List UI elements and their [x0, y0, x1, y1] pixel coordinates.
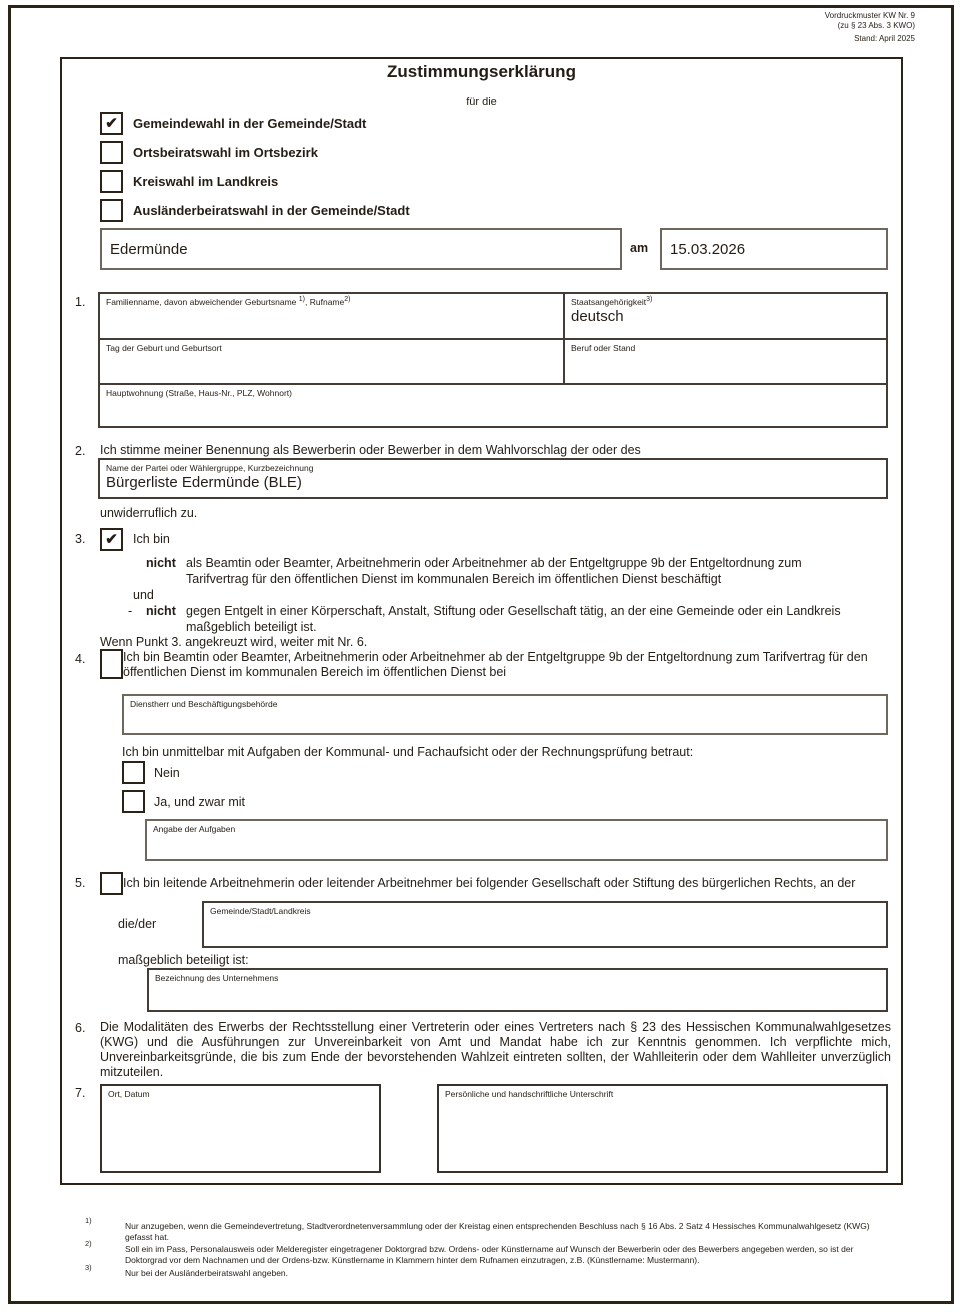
tasks-field[interactable]: [145, 819, 888, 861]
profession-value: [565, 353, 886, 354]
leitender-arbeitnehmer-checkbox[interactable]: [100, 872, 123, 895]
nationality-value: deutsch: [571, 308, 624, 325]
birth-label: Tag der Geburt und Geburtsort: [106, 343, 222, 353]
checkmark-icon: ✔: [105, 531, 118, 548]
company-field[interactable]: [147, 968, 888, 1012]
family-name-label: Familienname, davon abweichender Geburtsname $^{1)}$, Rufname$^{2)}$: [106, 296, 351, 307]
residence-field[interactable]: [100, 385, 886, 426]
election-type-label: Ausländerbeiratswahl in der Gemeinde/Stadt: [133, 203, 410, 218]
section-2-intro: Ich stimme meiner Benennung als Bewerberin oder Bewerber in dem Wahlvorschlag der oder des: [100, 443, 641, 457]
participation-label: maßgeblich beteiligt ist:: [118, 953, 249, 967]
party-name-label: Name der Partei oder Wählergruppe, Kurzbezeichnung: [106, 463, 314, 473]
section-6-number: 6.: [75, 1021, 86, 1035]
auslaenderbeiratswahl-checkbox[interactable]: [100, 199, 123, 222]
form-legal-reference: (zu § 23 Abs. 3 KWO): [837, 21, 915, 30]
family-name-value: [100, 307, 563, 308]
municipality-value: Edermünde: [110, 240, 188, 258]
beamter-checkbox[interactable]: [100, 649, 123, 679]
election-date-field[interactable]: [660, 228, 888, 270]
section-3-note: Wenn Punkt 3. angekreuzt wird, weiter mit Nr. 6.: [100, 635, 368, 649]
gemeinde-stadt-landkreis-field[interactable]: [202, 901, 888, 948]
employer-label: Dienstherr und Beschäftigungsbehörde: [130, 699, 278, 709]
footnote-1-text: Nur anzugeben, wenn die Gemeindevertretung, Stadtverordnetenversammlung oder der Kreistag einen entsprechenden Beschluss nach § 16 Abs. 2 Satz 4 Hessisches Kommunalwahlgesetz (KWG) gefasst hat.: [125, 1221, 870, 1242]
nationality-label: Staatsangehörigkeit$^{3)}$: [571, 296, 653, 307]
election-type-label: Gemeindewahl in der Gemeinde/Stadt: [133, 116, 367, 131]
signature-value: [439, 1099, 886, 1100]
section-3-item2-text: gegen Entgelt in einer Körperschaft, Anstalt, Stiftung oder Gesellschaft tätig, an der eine Gemeinde oder ein Landkreis maßgeblich beteiligt ist.: [186, 604, 841, 634]
section-4-intro: Ich bin Beamtin oder Beamter, Arbeitnehmerin oder Arbeitnehmer ab der Entgeltgruppe 9b der Entgeltordnung zum Tarifvertrag für den öffentlichen Dienst im kommunalen Bereich im öffentlichen Dienst bei: [123, 650, 868, 679]
form-version-date: Stand: April 2025: [854, 34, 915, 43]
election-type-row: [100, 170, 278, 193]
page-title: Zustimmungserklärung: [387, 62, 576, 81]
tasks-value: [147, 834, 886, 835]
section-5-number: 5.: [75, 876, 86, 890]
nationality-field[interactable]: [565, 294, 886, 340]
page-subtitle: für die: [466, 96, 497, 108]
ortsbeiratswahl-checkbox[interactable]: [100, 141, 123, 164]
form-page: Vordruckmuster KW Nr. 9 (zu § 23 Abs. 3 KWO) Stand: April 2025 Zustimmungserklärung für die ✔ Gemeindewahl in der Gemeinde/Stadt Ortsbeiratswahl im Ortsbezirk Kreiswahl im Landkreis Ausländerbeiratswahl in der Gemeinde/Stadt Edermünde am 15.03.2026 1. Familienname, davon abweichender Geburtsname $^{1)}$, Rufname$^{2)}$ Staatsangehörigkeit$^{3)}$ deutsch Tag der Geburt und Geburtsort Beruf oder Stand Hauptwohnung (Straße, Haus-Nr., PLZ, Wohnort) 2. Ich stimme meiner Benennung als Bewerberin oder Bewerber in dem Wahlvorschlag der oder des Name der Partei oder Wählergruppe, Kurzbezeichnung Bürgerliste Edermünde (BLE) unwiderruflich zu. 3. ✔ Ich bin nicht als Beamtin oder Beamter, Arbeitnehmerin oder Arbeitnehmer ab der Entgeltgruppe 9b der Entgeltordnung zum Tarifvertrag für den öffentlichen Dienst im kommunalen Bereich im öffentlichen Dienst beschäftigt und - nicht gegen Entgelt in einer Körperschaft, Anstalt, Stiftung oder Gesellschaft tätig, an der eine Gemeinde oder ein Landkreis maßgeblich beteiligt ist. Wenn Punkt 3. angekreuzt wird, weiter mit Nr. 6. 4. Ich bin Beamtin oder Beamter, Arbeitnehmerin oder Arbeitnehmer ab der Entgeltgruppe 9b der Entgeltordnung zum Tarifvertrag für den öffentlichen Dienst im kommunalen Bereich im öffentlichen Dienst bei Dienstherr und Beschäftigungsbehörde Ich bin unmittelbar mit Aufgaben der Kommunal- und Fachaufsicht oder der Rechnungsprüfung betraut: Nein Ja, und zwar mit Angabe der Aufgaben 5. Ich bin leitende Arbeitnehmerin oder leitender Arbeitnehmer bei folgender Gesellschaft oder Stiftung des bürgerlichen Rechts, an der Gemeinde/Stadt/Landkreis die/der maßgeblich beteiligt ist: Bezeichnung des Unternehmens 6. Die Modalitäten des Erwerbs der Rechtsstellung einer Vertreterin oder eines Vertreters nach § 23 des Hessischen Kommunalwahlgesetzes (KWG) und die Ausführungen zur Unvereinbarkeit von Amt und Mandat habe ich zur Kenntnis genommen. Ich verpflichte mich, Unvereinbarkeitsgründe, die bis zum Ende der bevorstehenden Wahlzeit eintreten sollten, der Wahlleiterin oder dem Wahlleiter unverzüglich mitzuteilen. 7. Ort, Datum Persönliche und handschriftliche Unterschrift 1) Nur anzugeben, wenn die Gemeindevertretung, Stadtverordnetenversammlung oder der Kreistag einen entsprechenden Beschluss nach § 16 Abs. 2 Satz 4 Hessisches Kommunalwahlgesetz (KWG) gefasst hat. 2) Soll ein im Pass, Personalausweis oder Melderegister eingetragener Doktorgrad bzw. Ordens- oder Künstlername auf Wunsch der Bewerberin oder des Bewerbers angegeben werden, so ist der Doktorgrad vor dem Nachnamen und der Ordens-bzw. Künstlername in Klammern hinter dem Rufnamen einzutragen, z.B. (Künstlername: Mustermann). 3) Nur bei der Ausländerbeiratswahl angeben.: [0, 0, 964, 1312]
section-3-intro: Ich bin: [133, 532, 170, 546]
place-date-label: Ort, Datum: [108, 1089, 150, 1099]
signature-field[interactable]: [437, 1084, 888, 1173]
profession-field[interactable]: [565, 340, 886, 385]
place-date-field[interactable]: [100, 1084, 381, 1173]
section-2-number: 2.: [75, 444, 86, 458]
party-name-field[interactable]: [98, 458, 888, 499]
ja-label: Ja, und zwar mit: [154, 795, 246, 809]
nein-checkbox[interactable]: [122, 761, 145, 784]
party-name-value: Bürgerliste Edermünde (BLE): [106, 474, 302, 491]
section-7-number: 7.: [75, 1086, 86, 1100]
election-type-row: [100, 199, 410, 222]
election-type-label: Kreiswahl im Landkreis: [133, 174, 279, 189]
election-type-row: [100, 112, 366, 135]
municipality-field[interactable]: [100, 228, 622, 270]
birth-value: [100, 353, 563, 354]
nicht-emphasis: nicht: [146, 604, 176, 618]
checkmark-icon: ✔: [105, 115, 118, 132]
form-number: Vordruckmuster KW Nr. 9: [824, 11, 915, 20]
section-4-number: 4.: [75, 652, 86, 666]
section-2-outro: unwiderruflich zu.: [100, 506, 198, 520]
footnote-2-text: Soll ein im Pass, Personalausweis oder Melderegister eingetragener Doktorgrad bzw. Ordens- oder Künstlername auf Wunsch der Bewerberin oder des Bewerbers angegeben werden, so ist der Doktorgrad vor dem Nachnamen und der Ordens-bzw. Künstlername in Klammern hinter dem Rufnamen einzutragen, z.B. (Künstlername: Mustermann).: [125, 1244, 854, 1265]
personal-data-grid: [98, 292, 888, 428]
footnote-3-text: Nur bei der Ausländerbeiratswahl angeben.: [125, 1268, 289, 1278]
gemeinde-stadt-landkreis-label: Gemeinde/Stadt/Landkreis: [210, 906, 311, 916]
section-3-item1-text: als Beamtin oder Beamter, Arbeitnehmerin oder Arbeitnehmer ab der Entgeltgruppe 9b der Entgeltordnung zum Tarifvertrag für den öffentlichen Dienst im kommunalen Bereich im öffentlichen Dienst beschäftigt: [186, 556, 802, 586]
section-6-text: Die Modalitäten des Erwerbs der Rechtsstellung einer Vertreterin oder eines Vertreters nach § 23 des Hessischen Kommunalwahlgesetzes (KWG) und die Ausführungen zur Unvereinbarkeit von Amt und Mandat habe ich zur Kenntnis genommen. Ich verpflichte mich, Unvereinbarkeitsgründe, die bis zum Ende der bevorstehenden Wahlzeit eintreten sollten, der Wahlleiterin oder dem Wahlleiter unverzüglich mitzuteilen.: [100, 1020, 891, 1079]
gemeindewahl-checkbox[interactable]: [100, 112, 123, 135]
am-label: am: [630, 241, 649, 255]
section-5-intro: Ich bin leitende Arbeitnehmerin oder leitender Arbeitnehmer bei folgender Gesellschaft oder Stiftung des bürgerlichen Rechts, an der: [123, 876, 856, 890]
company-label: Bezeichnung des Unternehmens: [155, 973, 279, 983]
tasks-label: Angabe der Aufgaben: [153, 824, 236, 834]
employer-value: [124, 709, 886, 710]
form-header-reference: [825, 11, 915, 44]
nein-label: Nein: [154, 766, 180, 780]
company-value: [149, 983, 886, 984]
signature-label: Persönliche und handschriftliche Unterschrift: [445, 1089, 614, 1099]
family-name-field[interactable]: [100, 294, 565, 340]
election-type-row: [100, 141, 318, 164]
dash-bullet: -: [128, 604, 133, 618]
ich-bin-nicht-checkbox[interactable]: [100, 528, 123, 551]
section-3-connector: und: [133, 588, 154, 602]
nicht-emphasis: nicht: [146, 556, 176, 570]
residence-label: Hauptwohnung (Straße, Haus-Nr., PLZ, Wohnort): [106, 388, 292, 398]
birth-field[interactable]: [100, 340, 565, 385]
employer-field[interactable]: [122, 694, 888, 735]
kreiswahl-checkbox[interactable]: [100, 170, 123, 193]
ja-checkbox[interactable]: [122, 790, 145, 813]
election-date-value: 15.03.2026: [670, 240, 746, 258]
election-type-label: Ortsbeiratswahl im Ortsbezirk: [133, 145, 318, 160]
gemeinde-stadt-landkreis-value: [204, 916, 886, 917]
section-4-question: Ich bin unmittelbar mit Aufgaben der Kommunal- und Fachaufsicht oder der Rechnungsprüfung betraut:: [122, 745, 694, 759]
section-3-number: 3.: [75, 532, 86, 546]
die-der-label: die/der: [118, 917, 157, 931]
residence-value: [100, 398, 886, 399]
profession-label: Beruf oder Stand: [571, 343, 636, 353]
section-1-number: 1.: [75, 295, 86, 309]
place-date-value: [102, 1099, 379, 1100]
